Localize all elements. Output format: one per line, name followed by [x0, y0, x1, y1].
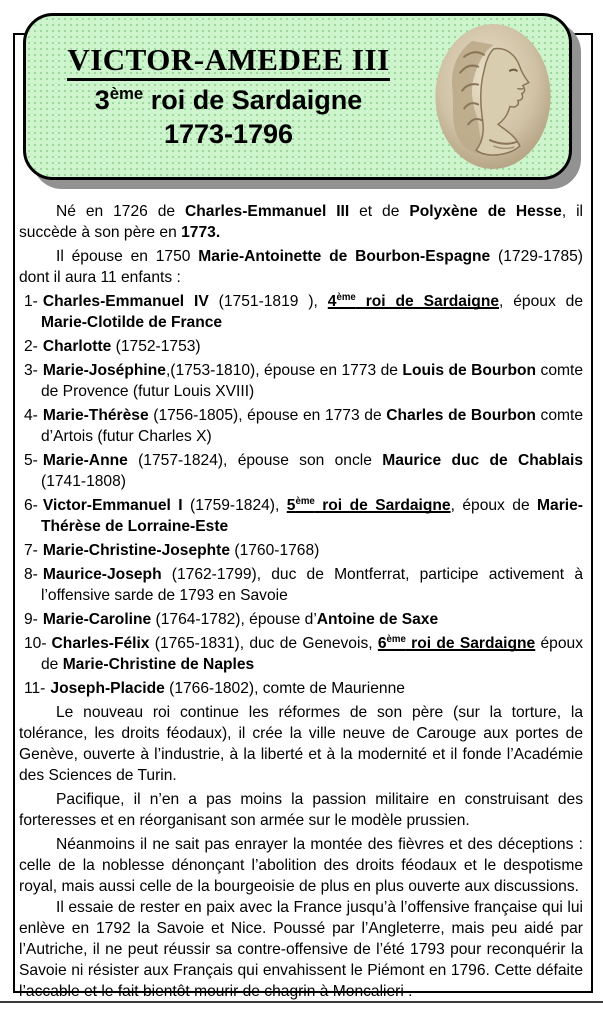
- child-number: 8-: [24, 566, 38, 583]
- header-box: [23, 13, 572, 180]
- body-paragraph: Il essaie de rester en paix avec la France jusqu’à l’offensive française qui lui enlève en 1792 la Savoie et Nice. Poussé par l’Angleterre, mais peu aidé par l’Autriche, il ne peut réussir sa contre-offensive de l’été 1793 pour reconquérir la Savoie ni résister aux Français qui envahissent le Piémont en 1796. Cette défaite l’accable et le fait bientôt mourir de chagrin à Moncalieri .: [19, 899, 583, 1000]
- child-list-item: [19, 495, 583, 537]
- child-text: Marie-Christine-Josephte (1760-1768): [42, 542, 320, 559]
- body-paragraph: Le nouveau roi continue les réformes de son père (sur la torture, la tolérance, les droits féodaux), il crée la ville neuve de Carouge aux portes de Genève, ouverte à l’industrie, à la liberté et à la modernité et il fonde l’Académie des Sciences de Turin.: [19, 704, 583, 784]
- child-number: 11-: [24, 680, 46, 697]
- child-number: 10-: [24, 635, 47, 652]
- child-list-item: [19, 633, 583, 675]
- child-text: Maurice-Joseph (1762-1799), duc de Montferrat, participe activement à l’offensive sarde de 1793 en Savoie: [41, 566, 583, 604]
- child-number: 9-: [24, 611, 38, 628]
- page-bottom-rule: [0, 1001, 603, 1003]
- child-list-item: [19, 360, 583, 402]
- child-text: Victor-Emmanuel I (1759-1824), 5ème roi de Sardaigne, époux de Marie-Thérèse de Lorraine-Este: [41, 495, 583, 535]
- coin-profile-icon: [434, 23, 552, 170]
- child-number: 7-: [24, 542, 38, 559]
- coin-medallion: [417, 23, 569, 170]
- child-number: 5-: [24, 452, 38, 469]
- child-list-item: [19, 678, 583, 699]
- reign-years: 1773-1796: [163, 119, 294, 150]
- intro-paragraph: Il épouse en 1750 Marie-Antoinette de Bourbon-Espagne (1729-1785) dont il aura 11 enfants :: [19, 248, 583, 286]
- page-subtitle: 3ème roi de Sardaigne: [94, 84, 363, 116]
- child-number: 4-: [24, 407, 38, 424]
- child-text: Marie-Anne (1757-1824), épouse son oncle Maurice duc de Chablais (1741-1808): [41, 452, 583, 490]
- child-list-item: [19, 564, 583, 606]
- child-number: 2-: [24, 338, 38, 355]
- child-number: 6-: [24, 497, 38, 514]
- child-number: 3-: [24, 362, 38, 379]
- child-list-item: [19, 336, 583, 357]
- child-text: Marie-Caroline (1764-1782), épouse d’Antoine de Saxe: [42, 611, 439, 628]
- children-list: [19, 291, 583, 699]
- child-text: Charles-Félix (1765-1831), duc de Genevois, 6ème roi de Sardaigne époux de Marie-Christine de Naples: [41, 633, 583, 673]
- child-number: 1-: [24, 293, 38, 310]
- child-text: Joseph-Placide (1766-1802), comte de Maurienne: [50, 680, 405, 697]
- body-paragraph: Néanmoins il ne sait pas enrayer la montée des fièvres et des déceptions : celle de la noblesse dénonçant l’abolition des droits féodaux et le despotisme royal, mais aussi celle de la bourgeoisie de plus en plus ouverte aux discussions.: [19, 836, 583, 895]
- child-text: Marie-Thérèse (1756-1805), épouse en 1773 de Charles de Bourbon comte d’Artois (futur Charles X): [41, 407, 584, 445]
- child-list-item: [19, 405, 583, 447]
- child-list-item: [19, 540, 583, 561]
- title-block: [26, 43, 417, 151]
- intro-paragraph: Né en 1726 de Charles-Emmanuel III et de Polyxène de Hesse, il succède à son père en 1773.: [19, 203, 583, 241]
- body-paragraph: Pacifique, il n’en a pas moins la passion militaire en construisant des forteresses et en réorganisant son armée sur le modèle prussien.: [19, 791, 583, 829]
- child-list-item: [19, 450, 583, 492]
- child-list-item: [19, 609, 583, 630]
- child-list-item: [19, 291, 583, 333]
- page-title: VICTOR-AMEDEE III: [67, 43, 389, 82]
- child-text: Charles-Emmanuel IV (1751-1819 ), 4ème roi de Sardaigne, époux de Marie-Clotilde de France: [41, 291, 583, 331]
- child-text: Marie-Joséphine,(1753-1810), épouse en 1773 de Louis de Bourbon comte de Provence (futur Louis XVIII): [41, 362, 584, 400]
- child-text: Charlotte (1752-1753): [42, 338, 201, 355]
